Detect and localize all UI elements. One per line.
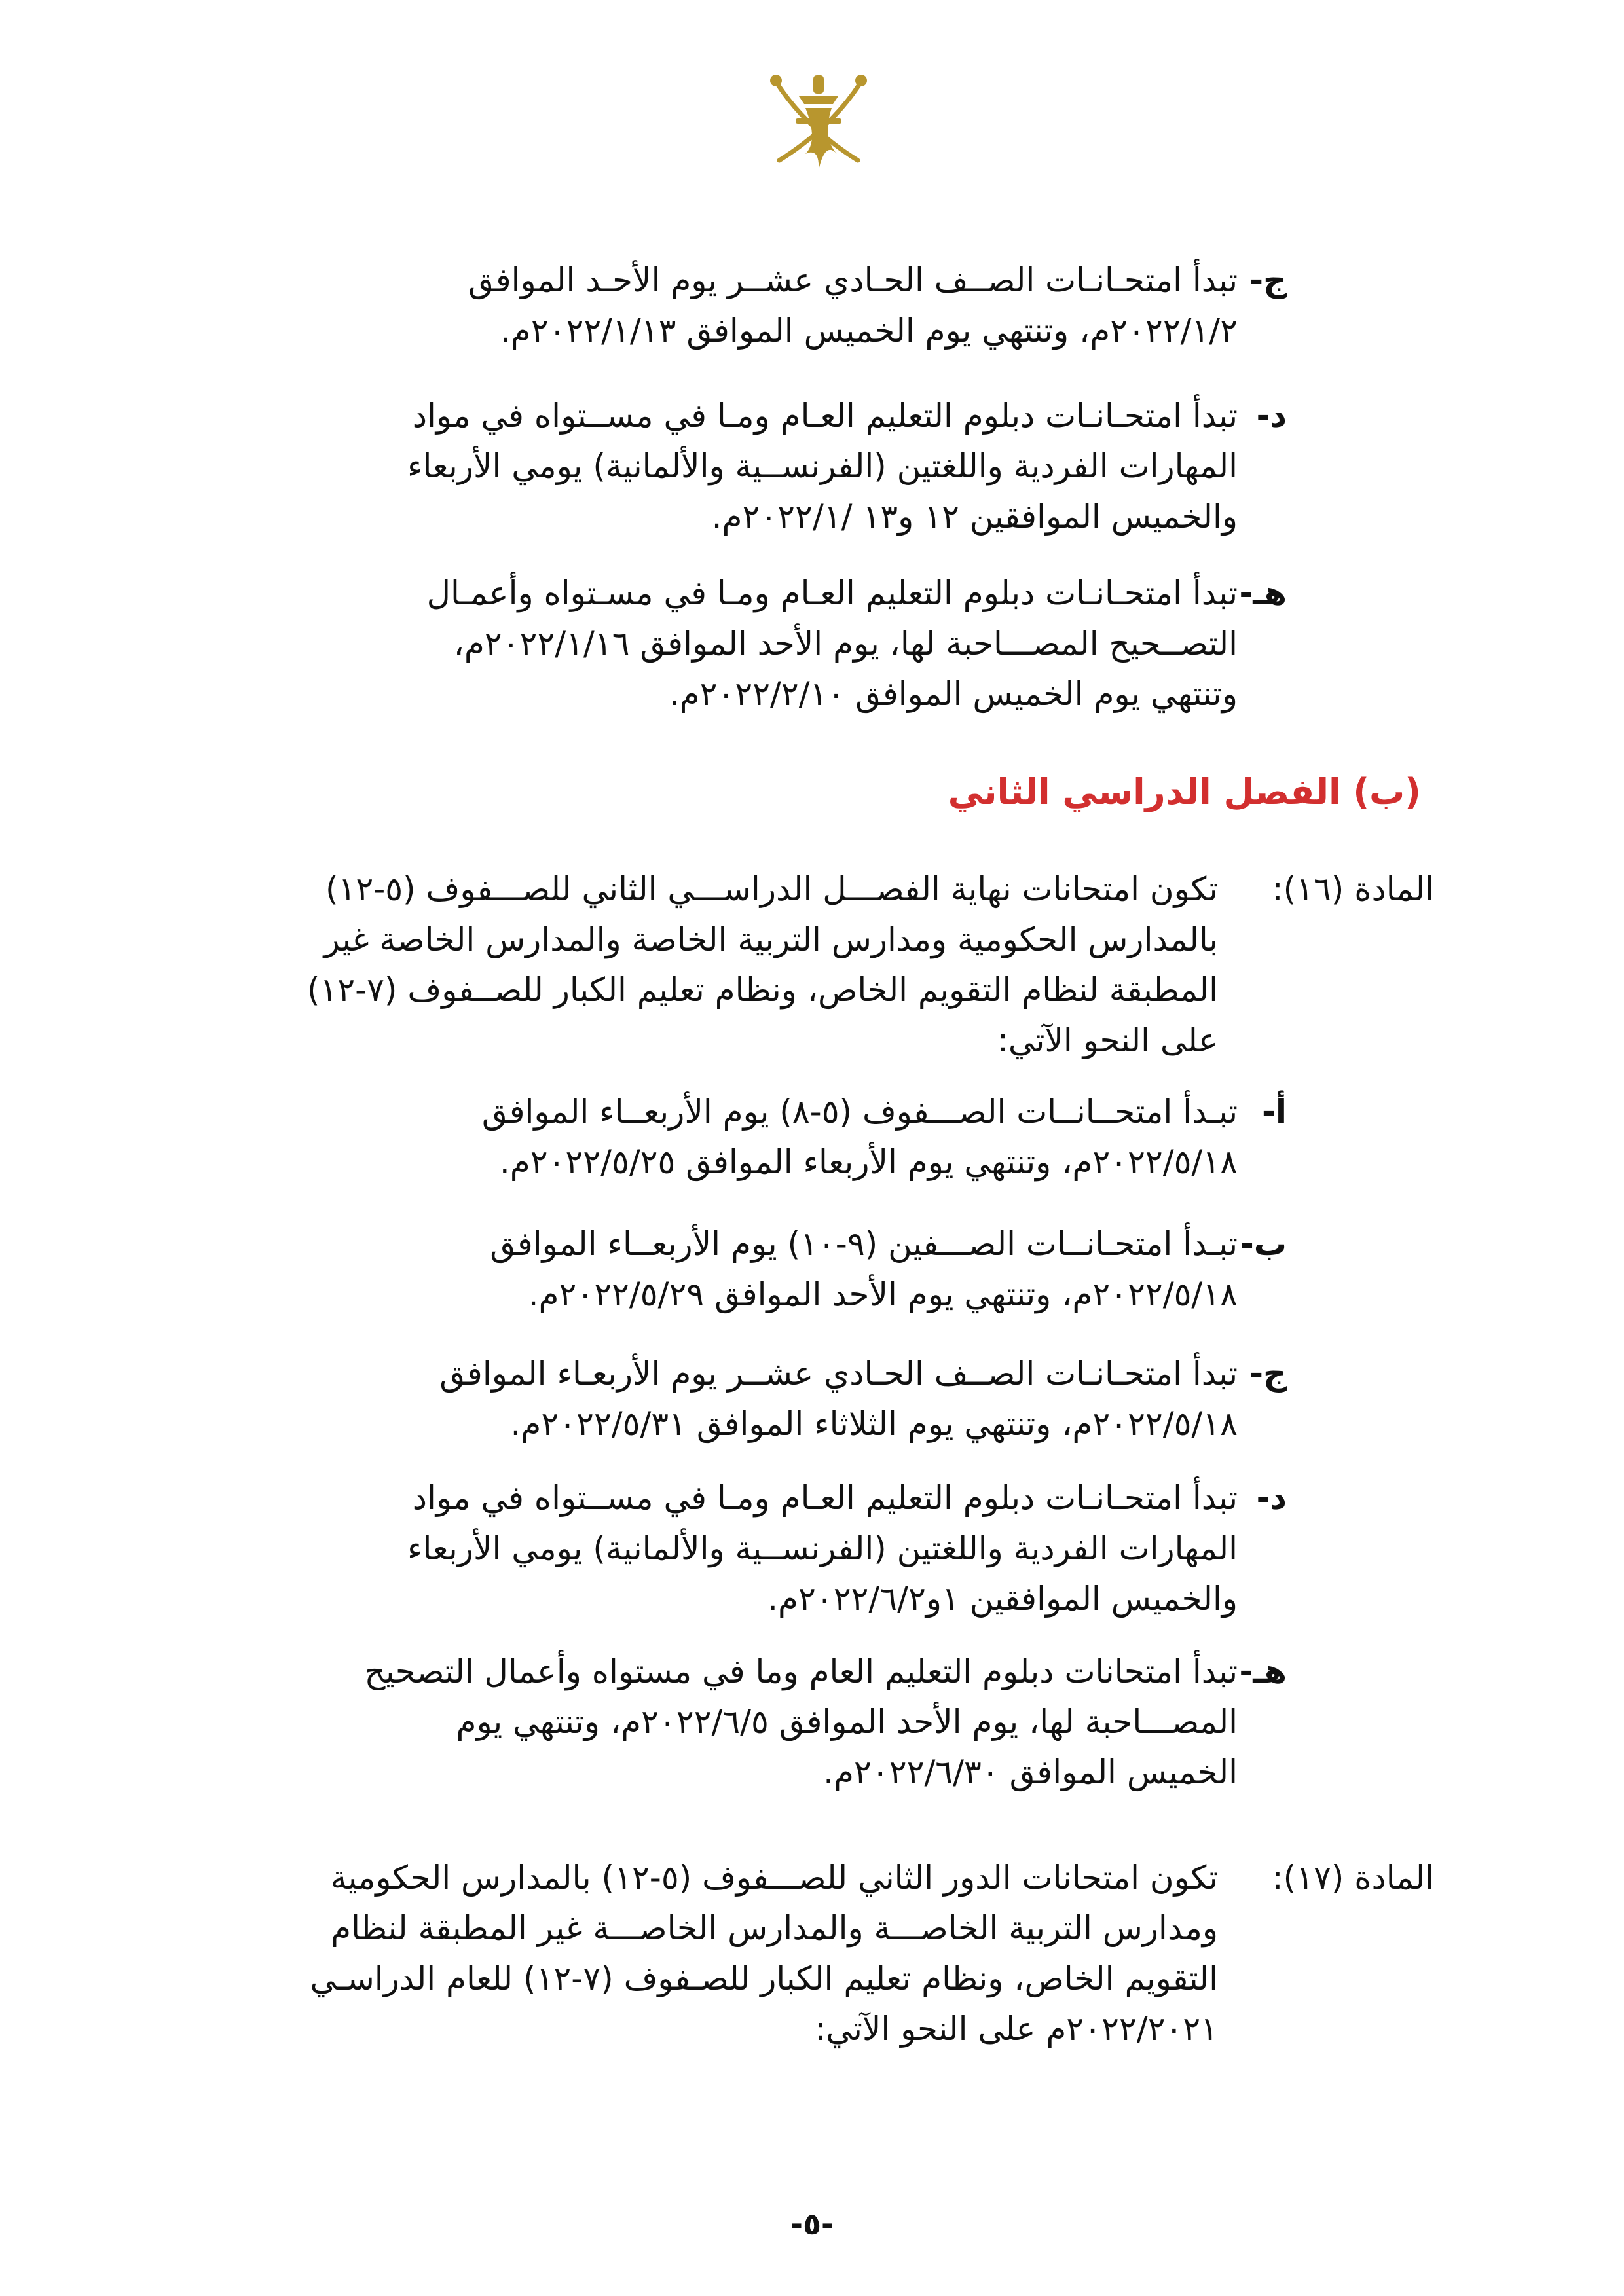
item-line: تبدأ امتحـانـات دبلوم التعليم العـام ومـا في مســتواه في مواد <box>412 1479 1238 1517</box>
page-number: -٥- <box>790 2206 834 2242</box>
item-marker: د- <box>1256 1479 1287 1517</box>
item-line: تبـدأ امتحــانــات الصـــفوف (٥-٨) يوم الأربعــاء الموافق <box>481 1093 1238 1131</box>
item-marker: أ- <box>1262 1093 1287 1131</box>
list-item <box>321 568 1287 720</box>
item-line: المهارات الفردية واللغتين (الفرنســية والألمانية) يومي الأربعاء <box>407 1529 1238 1567</box>
article-line: تكون امتحانات الدور الثاني للصـــفوف (٥-١٢) بالمدارس الحكومية <box>330 1859 1218 1897</box>
list-item <box>321 391 1287 542</box>
item-line: ٢٠٢٢/٥/١٨م، وتنتهي يوم الثلاثاء الموافق ٢٠٢٢/٥/٣١م. <box>510 1405 1238 1443</box>
item-marker: هـ- <box>1239 1652 1287 1690</box>
item-line: تبدأ امتحـانـات دبلوم التعليم العـام ومـا في مســتواه في مواد <box>412 397 1238 435</box>
item-marker: د- <box>1256 397 1287 435</box>
list-item <box>321 1473 1287 1624</box>
item-line: تبدأ امتحانات دبلوم التعليم العام وما في مستواه وأعمال التصحيح <box>364 1652 1238 1690</box>
item-line: تبـدأ امتحـانــات الصـــفين (٩-١٠) يوم الأربعــاء الموافق <box>490 1225 1238 1263</box>
item-line: ٢٠٢٢/١/٢م، وتنتهي يوم الخميس الموافق ٢٠٢٢/١/١٣م. <box>500 312 1238 350</box>
article-label: المادة (١٦): <box>1272 870 1434 908</box>
item-marker: ج- <box>1249 261 1287 299</box>
item-line: تبدأ امتحـانـات الصــف الحـادي عشــر يوم الأحـد الموافق <box>468 261 1238 299</box>
item-line: التصــحيح المصـــاحبة لها، يوم الأحد الموافق ٢٠٢٢/١/١٦م، <box>453 625 1238 663</box>
article-body <box>210 1853 1218 2054</box>
item-line: ٢٠٢٢/٥/١٨م، وتنتهي يوم الأحد الموافق ٢٠٢٢/٥/٢٩م. <box>528 1275 1238 1313</box>
item-line: وتنتهي يوم الخميس الموافق ٢٠٢٢/٢/١٠م. <box>669 675 1238 713</box>
item-line: المصـــاحبة لها، يوم الأحد الموافق ٢٠٢٢/٦/٥م، وتنتهي يوم <box>456 1703 1238 1741</box>
item-line: المهارات الفردية واللغتين (الفرنســية والألمانية) يومي الأربعاء <box>407 447 1238 485</box>
list-item <box>321 1349 1287 1449</box>
item-marker: ب- <box>1240 1225 1287 1263</box>
item-line: والخميس الموافقين ١٢ و١٣ /٢٠٢٢/١م. <box>711 498 1238 536</box>
list-item <box>321 255 1287 356</box>
article-line: تكون امتحانات نهاية الفصـــل الدراســـي الثاني للصـــفوف (٥-١٢) <box>325 870 1218 908</box>
article-label: المادة (١٧): <box>1272 1859 1434 1897</box>
oman-national-emblem-icon <box>760 56 877 173</box>
article-body <box>210 864 1218 1066</box>
item-line: تبدأ امتحـانـات دبلوم التعليم العـام ومـا في مسـتواه وأعمـال <box>426 574 1238 612</box>
item-line: الخميس الموافق ٢٠٢٢/٦/٣٠م. <box>823 1753 1238 1791</box>
item-line: والخميس الموافقين ١و٢٠٢٢/٦/٢م. <box>767 1580 1238 1618</box>
article-line: المطبقة لنظام التقويم الخاص، ونظام تعليم الكبار للصــفوف (٧-١٢) <box>306 971 1218 1009</box>
item-line: تبدأ امتحـانـات الصــف الحـادي عشــر يوم الأربعـاء الموافق <box>439 1355 1238 1393</box>
item-line: ٢٠٢٢/٥/١٨م، وتنتهي يوم الأربعاء الموافق ٢٠٢٢/٥/٢٥م. <box>499 1143 1238 1181</box>
article-line: على النحو الآتي: <box>997 1021 1218 1059</box>
article-line: التقويم الخاص، ونظام تعليم الكبار للصـفوف (٧-١٢) للعام الدراسـي <box>310 1959 1218 1997</box>
item-marker: هـ- <box>1239 574 1287 612</box>
article-line: ومدارس التربية الخاصـــة والمدارس الخاصـــة غير المطبقة لنظام <box>331 1909 1218 1947</box>
article-line: بالمدارس الحكومية ومدارس التربية الخاصة والمدارس الخاصة غير <box>323 920 1218 958</box>
article-line: ٢٠٢٢/٢٠٢١م على النحو الآتي: <box>815 2010 1218 2048</box>
section-heading: (ب) الفصل الدراسي الثاني <box>948 771 1421 812</box>
list-item <box>321 1087 1287 1188</box>
list-item <box>321 1647 1287 1798</box>
item-marker: ج- <box>1249 1355 1287 1393</box>
list-item <box>321 1219 1287 1320</box>
